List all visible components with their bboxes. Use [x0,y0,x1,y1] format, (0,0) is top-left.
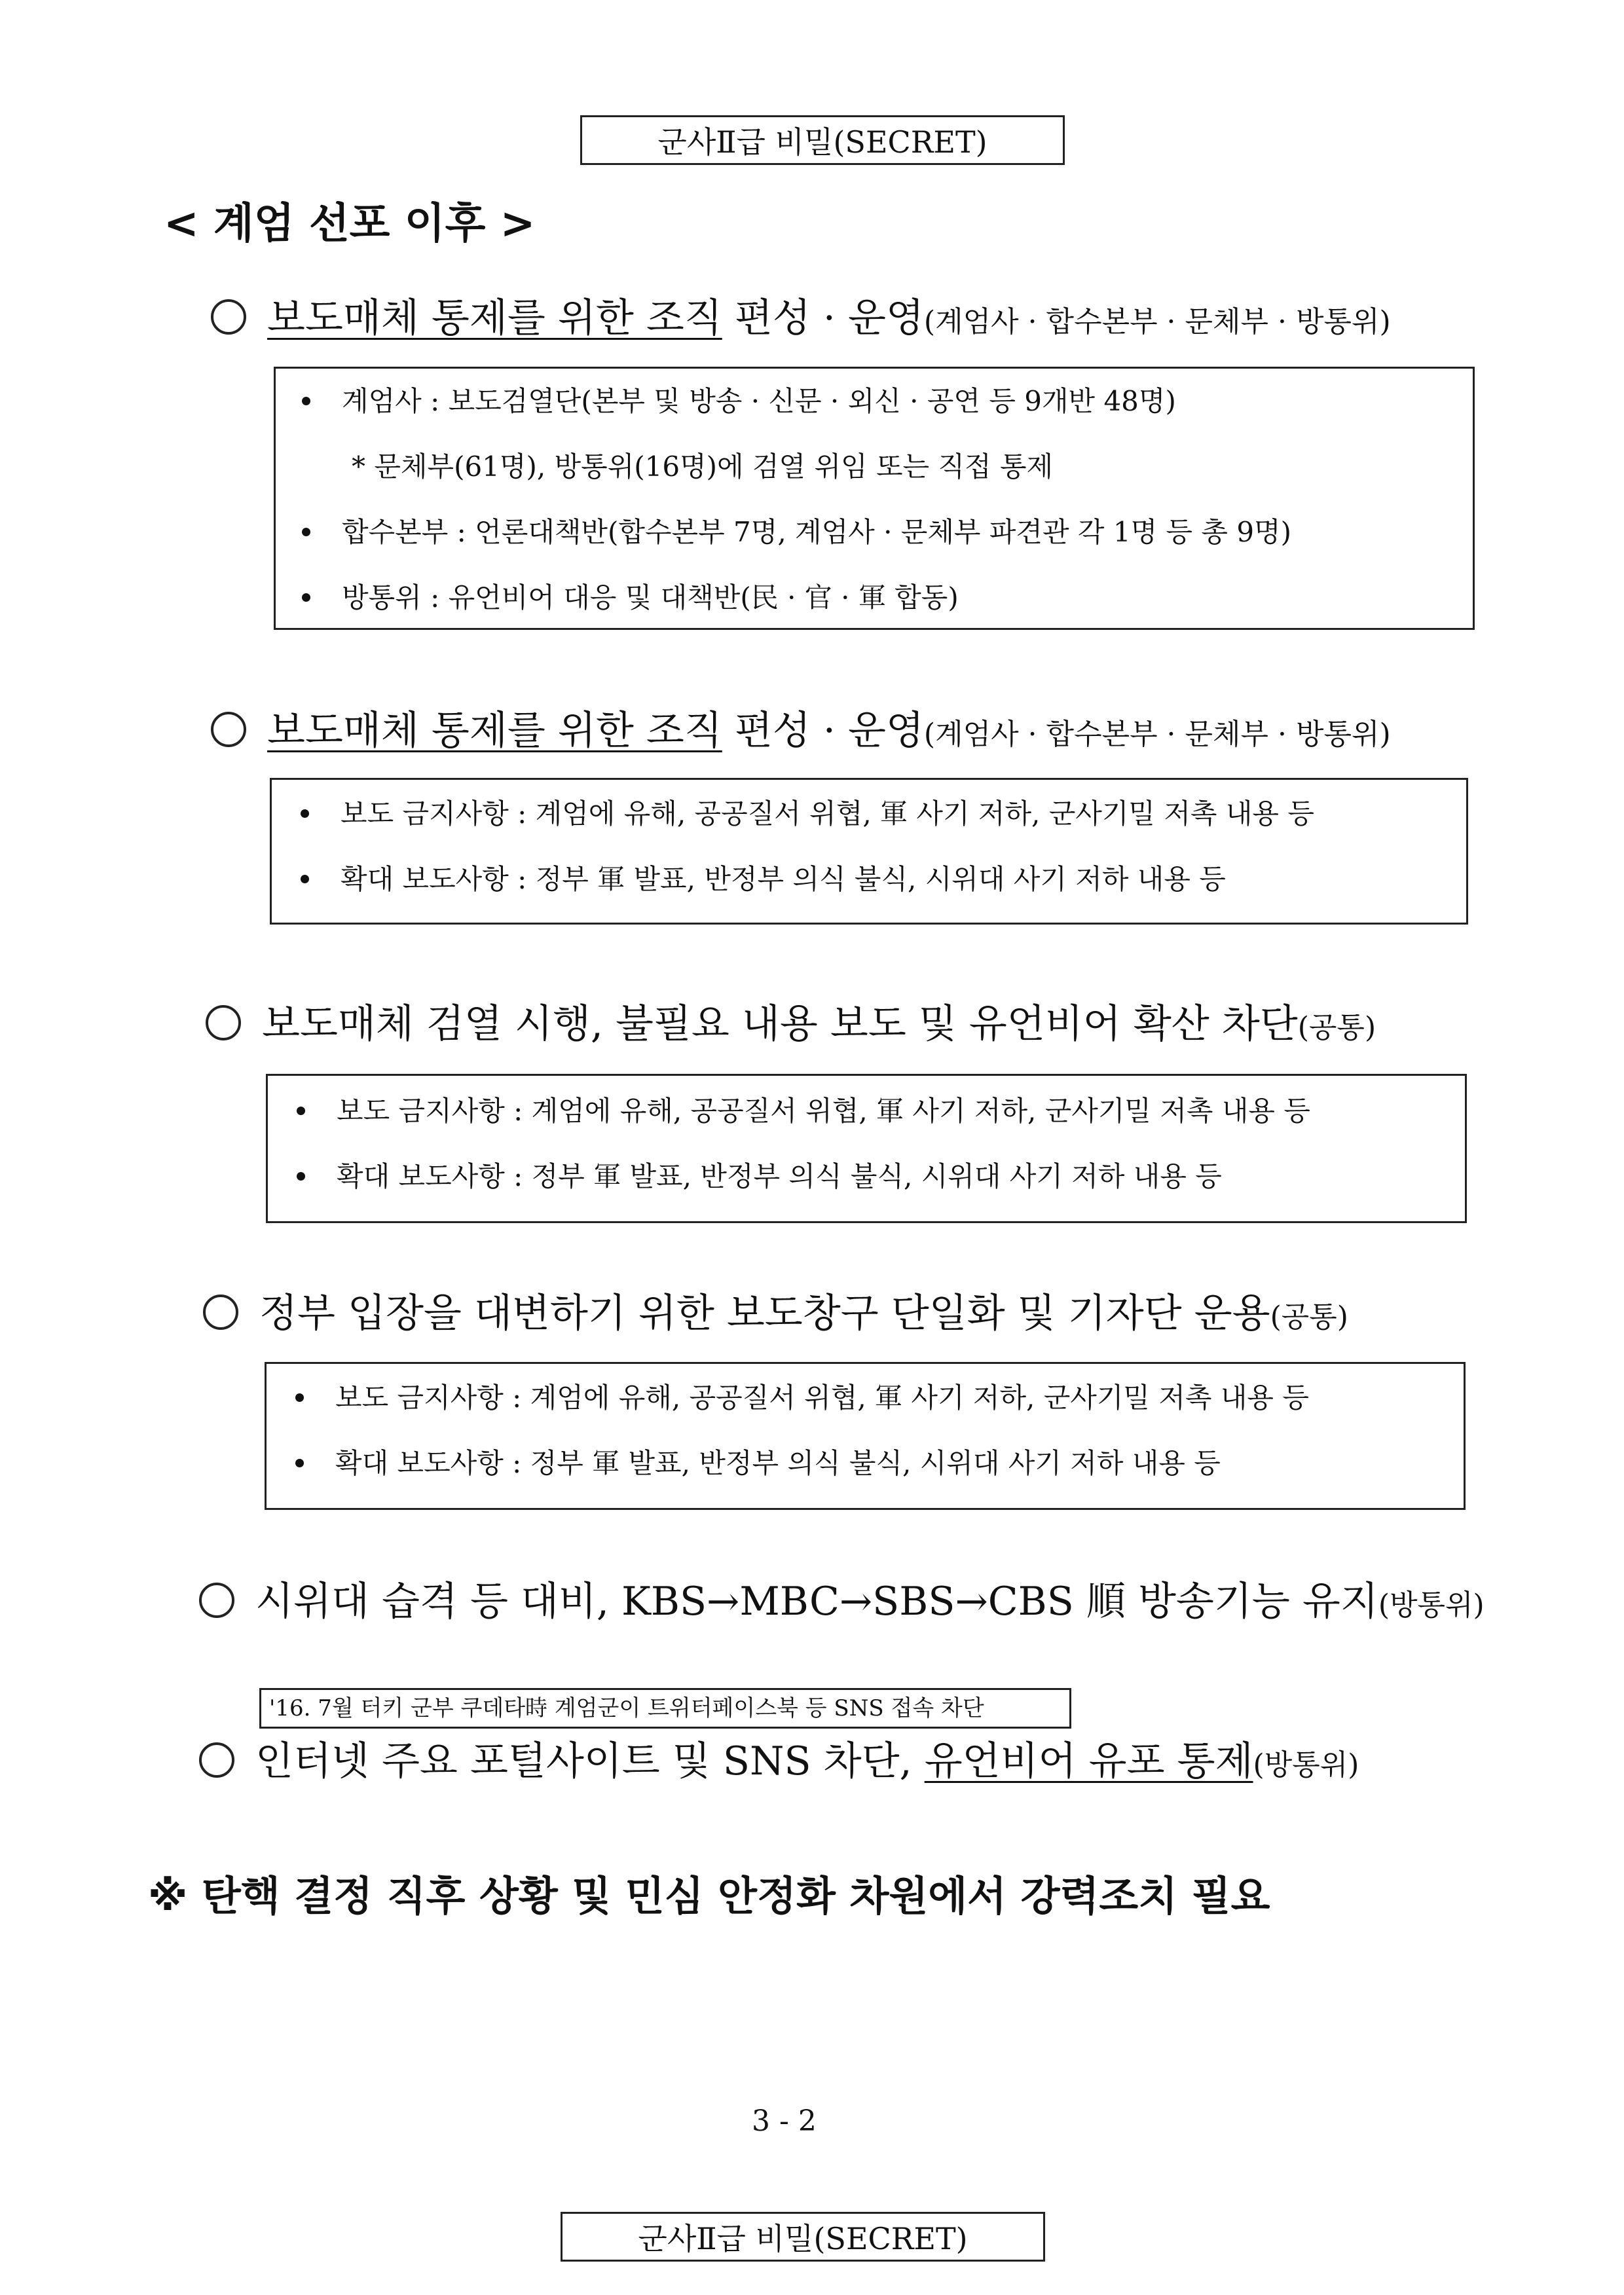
circle-bullet-icon [211,299,246,335]
section-2-title-rest: 편성 · 운영 [722,708,924,754]
list-item-text: 계엄사 : 보도검열단(본부 및 방송 · 신문 · 외신 · 공연 등 9개반 48명) [342,385,1176,417]
section-5-title-main: 시위대 습격 등 대비, KBS→MBC→SBS→CBS 順 방송기능 유지 [255,1579,1378,1625]
section-5-title-small: (방통위) [1378,1588,1485,1622]
list-item [302,382,1176,421]
bullet-dot-icon [302,528,310,536]
section-3-box [266,1074,1467,1223]
bullet-dot-icon [295,1459,304,1467]
list-item [295,1378,1309,1418]
section-4-box [265,1362,1466,1510]
circle-bullet-icon [199,1583,234,1618]
section-3-title [206,998,1376,1054]
section-1-box [274,367,1475,630]
page-number: 3 - 2 [752,2104,817,2138]
list-item [302,578,959,617]
section-1-title-underlined: 보도매체 통제를 위한 조직 [267,295,722,341]
section-4-title-main: 정부 입장을 대변하기 위한 보도창구 단일화 및 기자단 운용 [259,1291,1270,1336]
section-2-title-underlined: 보도매체 통제를 위한 조직 [267,708,722,754]
section-2-title-small: (계엄사 · 합수본부 · 문체부 · 방통위) [923,718,1391,751]
list-item-text: 보도 금지사항 : 계엄에 유해, 공공질서 위협, 軍 사기 저하, 군사기밀 저촉 내용 등 [337,1095,1310,1127]
bullet-dot-icon [301,809,309,818]
list-item [302,513,1291,552]
bullet-dot-icon [302,397,310,405]
closing-remark: ※ 탄핵 결정 직후 상황 및 민심 안정화 차원에서 강력조치 필요 [148,1872,1270,1920]
bullet-dot-icon [297,1172,305,1181]
list-item [297,1092,1310,1131]
section-4-title-small: (공통) [1270,1300,1348,1334]
list-item-text: 확대 보도사항 : 정부 軍 발표, 반정부 의식 불식, 시위대 사기 저하 내용 등 [337,1160,1222,1192]
section-6-title-small: (방통위) [1253,1748,1359,1782]
section-1-title-small: (계엄사 · 합수본부 · 문체부 · 방통위) [923,305,1391,339]
list-item-text: 확대 보도사항 : 정부 軍 발표, 반정부 의식 불식, 시위대 사기 저하 내용 등 [335,1447,1221,1479]
classification-bottom: 군사Ⅱ급 비밀(SECRET) [561,2212,1045,2262]
list-item-text: 보도 금지사항 : 계엄에 유해, 공공질서 위협, 軍 사기 저하, 군사기밀 저촉 내용 등 [341,798,1314,830]
circle-bullet-icon [199,1742,234,1778]
circle-bullet-icon [211,712,246,747]
list-item-text: 방통위 : 유언비어 대응 및 대책반(民 · 官 · 軍 합동) [342,581,959,614]
section-3-title-main: 보도매체 검열 시행, 불필요 내용 보도 및 유언비어 확산 차단 [262,1001,1298,1047]
section-2-title [211,705,1391,761]
section-4-title [203,1287,1348,1344]
bullet-dot-icon [302,593,310,602]
list-item-text: 합수본부 : 언론대책반(합수본부 7명, 계엄사 · 문체부 파견관 각 1명 등 총 9명) [342,516,1292,548]
list-item-text: 확대 보도사항 : 정부 軍 발표, 반정부 의식 불식, 시위대 사기 저하 내용 등 [341,863,1226,895]
circle-bullet-icon [206,1005,241,1040]
list-item [301,860,1226,899]
section-5-title [199,1575,1485,1632]
section-1-title-rest: 편성 · 운영 [722,295,924,341]
section-3-title-small: (공통) [1297,1011,1376,1044]
bullet-dot-icon [295,1393,304,1402]
section-1-title [211,292,1391,348]
list-item-text: 보도 금지사항 : 계엄에 유해, 공공질서 위협, 軍 사기 저하, 군사기밀 저촉 내용 등 [335,1382,1309,1414]
classification-top: 군사Ⅱ급 비밀(SECRET) [580,115,1065,165]
section-6-title-underlined: 유언비어 유포 통제 [924,1738,1253,1784]
section-6-title-main: 인터넷 주요 포털사이트 및 SNS 차단, [255,1738,925,1784]
turkey-coup-note: '16. 7월 터키 군부 쿠데타時 계엄군이 트위터페이스북 등 SNS 접속 차단 [259,1688,1071,1729]
list-item [295,1444,1221,1483]
section-6-title [199,1735,1359,1791]
circle-bullet-icon [203,1294,238,1330]
bullet-dot-icon [301,875,309,883]
list-item [301,794,1314,834]
list-item [297,1157,1222,1196]
bullet-dot-icon [297,1107,305,1115]
section-1-note: * 문체부(61명), 방통위(16명)에 검열 위임 또는 직접 통제 [352,450,1054,483]
section-2-box [270,778,1468,925]
page-heading: < 계엄 선포 이후 > [164,200,536,248]
